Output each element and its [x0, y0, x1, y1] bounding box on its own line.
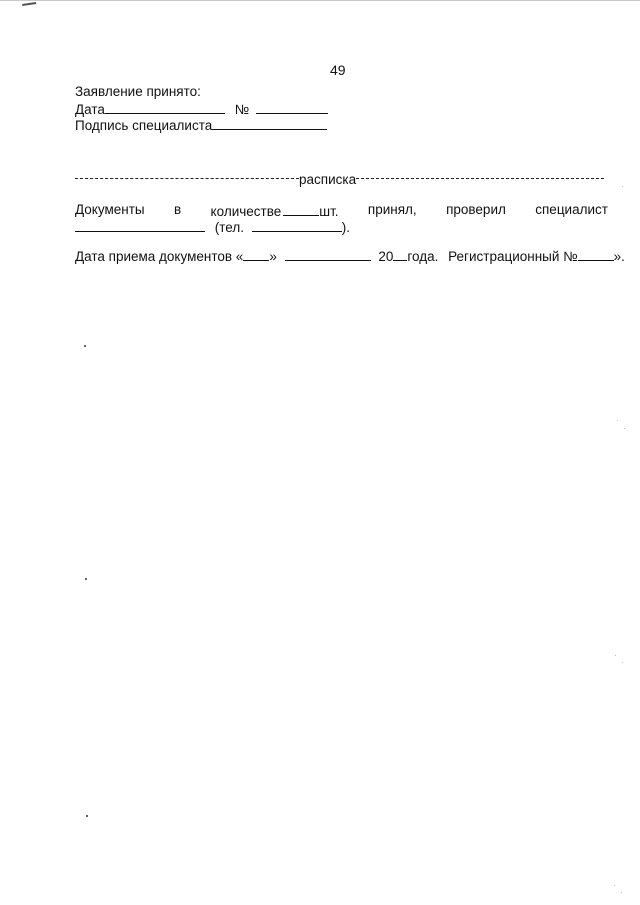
receipt-word: Документы — [75, 202, 145, 217]
scan-speck — [86, 815, 88, 817]
specialist-name-blank — [75, 218, 205, 232]
receipt-word: в — [173, 202, 182, 217]
date-blank — [105, 100, 225, 114]
date-quote-close: » — [269, 249, 277, 264]
application-date-line — [75, 100, 328, 117]
application-accepted-label: Заявление принято: — [75, 84, 201, 99]
date-label: Дата — [75, 102, 105, 117]
signature-label: Подпись специалиста — [75, 118, 213, 133]
scan-speck — [621, 892, 622, 893]
day-blank — [243, 247, 269, 261]
phone-close: ). — [341, 220, 350, 235]
divider-dashes-left — [75, 178, 299, 180]
receipt-date-line — [75, 247, 625, 264]
receipt-word: проверил — [446, 202, 506, 217]
receipt-row-1 — [75, 202, 608, 219]
reg-label: Регистрационный № — [448, 249, 578, 264]
receipt-quantity-group: количестве шт. — [210, 204, 339, 219]
reg-close: ». — [613, 249, 625, 264]
signature-blank — [212, 116, 327, 130]
number-blank — [256, 100, 328, 114]
receipt-row-2 — [75, 218, 350, 235]
page-number: 49 — [330, 62, 346, 78]
receipt-divider-label: расписка — [299, 172, 357, 187]
receipt-date-label: Дата приема документов « — [75, 249, 244, 264]
phone-open: (тел. — [214, 220, 244, 235]
scan-speck — [84, 345, 86, 347]
scan-speck — [624, 428, 625, 429]
quantity-blank — [283, 202, 319, 216]
scan-mark — [22, 0, 37, 6]
divider-dashes-right — [356, 178, 604, 180]
scan-edge — [0, 0, 640, 5]
scan-speck — [622, 662, 623, 663]
number-label: № — [234, 102, 250, 117]
receipt-word: специалист — [535, 202, 608, 217]
reg-blank — [578, 247, 614, 261]
scan-speck — [614, 885, 615, 886]
scan-speck — [85, 578, 87, 580]
month-blank — [285, 247, 371, 261]
signature-line — [75, 116, 327, 133]
scan-speck — [615, 655, 616, 656]
scan-speck — [617, 420, 618, 421]
receipt-word: принял, — [367, 202, 417, 217]
receipt-divider — [75, 172, 604, 187]
phone-blank — [252, 218, 342, 232]
year-prefix: 20 — [378, 249, 394, 264]
scan-speck — [622, 186, 623, 187]
year-suffix: года. — [407, 249, 439, 264]
year-blank — [393, 247, 407, 261]
